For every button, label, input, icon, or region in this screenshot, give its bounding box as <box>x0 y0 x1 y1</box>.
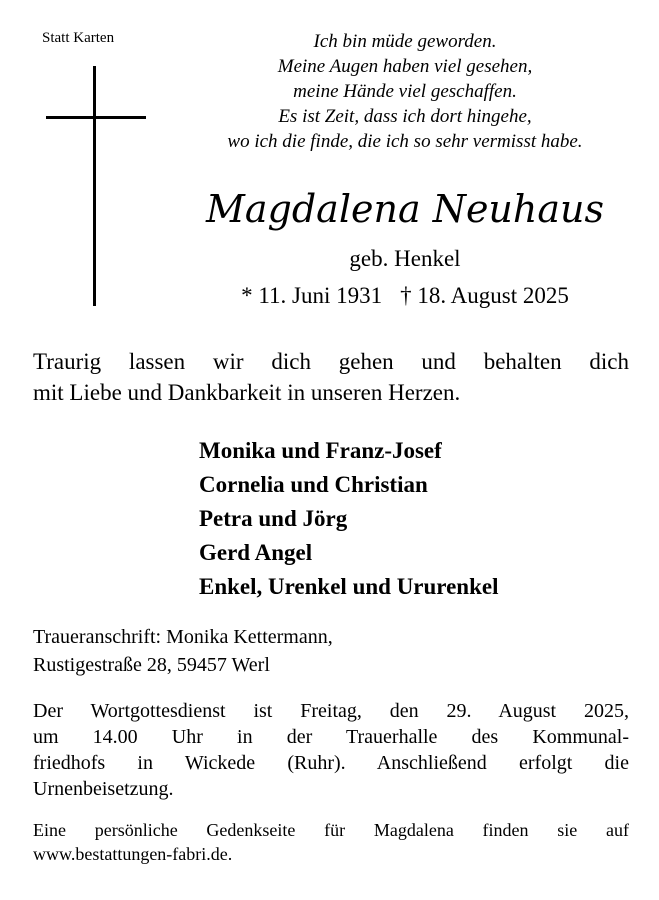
cross-vertical-bar <box>93 66 96 306</box>
address-line: Traueranschrift: Monika Kettermann, <box>33 626 333 648</box>
mourning-sentence <box>33 346 629 408</box>
poem-line: Es ist Zeit, dass ich dort hingehe, <box>278 106 532 127</box>
mourner-entry: Monika und Franz-Josef <box>199 438 442 463</box>
mourners-list <box>199 434 498 604</box>
statt-karten-label: Statt Karten <box>42 30 115 46</box>
sentence-line: mit Liebe und Dankbarkeit in unseren Herzen. <box>33 380 461 405</box>
cross-icon <box>46 66 146 306</box>
deceased-name: Magdalena Neuhaus <box>205 187 605 231</box>
poem <box>155 29 655 154</box>
death-date: † 18. August 2025 <box>400 283 569 308</box>
service-line: um 14.00 Uhr in der Trauerhalle des Kommunal- <box>33 726 629 748</box>
service-info <box>33 698 629 802</box>
mourning-address <box>33 623 333 679</box>
life-dates <box>155 281 655 311</box>
poem-line: wo ich die finde, die ich so sehr vermisst habe. <box>227 131 583 152</box>
mourner-entry: Gerd Angel <box>199 540 313 565</box>
mourner-entry: Cornelia und Christian <box>199 472 428 497</box>
service-line: Der Wortgottesdienst ist Freitag, den 29. August 2025, <box>33 700 629 722</box>
address-line: Rustigestraße 28, 59457 Werl <box>33 654 270 676</box>
poem-line: meine Hände viel geschaffen. <box>293 81 517 102</box>
birth-date: * 11. Juni 1931 <box>241 283 383 308</box>
birth-name: geb. Henkel <box>349 246 461 271</box>
memorial-line: Eine persönliche Gedenkseite für Magdalena finden sie auf <box>33 820 629 840</box>
service-line: friedhofs in Wickede (Ruhr). Anschließend erfolgt die <box>33 752 629 774</box>
mourner-entry: Petra und Jörg <box>199 506 348 531</box>
memorial-website: www.bestattungen-fabri.de. <box>33 844 233 864</box>
poem-line: Ich bin müde geworden. <box>313 31 497 52</box>
poem-line: Meine Augen haben viel gesehen, <box>277 56 533 77</box>
mourner-entry: Enkel, Urenkel und Ururenkel <box>199 574 499 599</box>
service-line: Urnenbeisetzung. <box>33 778 174 800</box>
sentence-line: Traurig lassen wir dich gehen und behalten dich <box>33 349 629 374</box>
cross-horizontal-bar <box>46 116 146 119</box>
memorial-page-info <box>33 818 629 866</box>
